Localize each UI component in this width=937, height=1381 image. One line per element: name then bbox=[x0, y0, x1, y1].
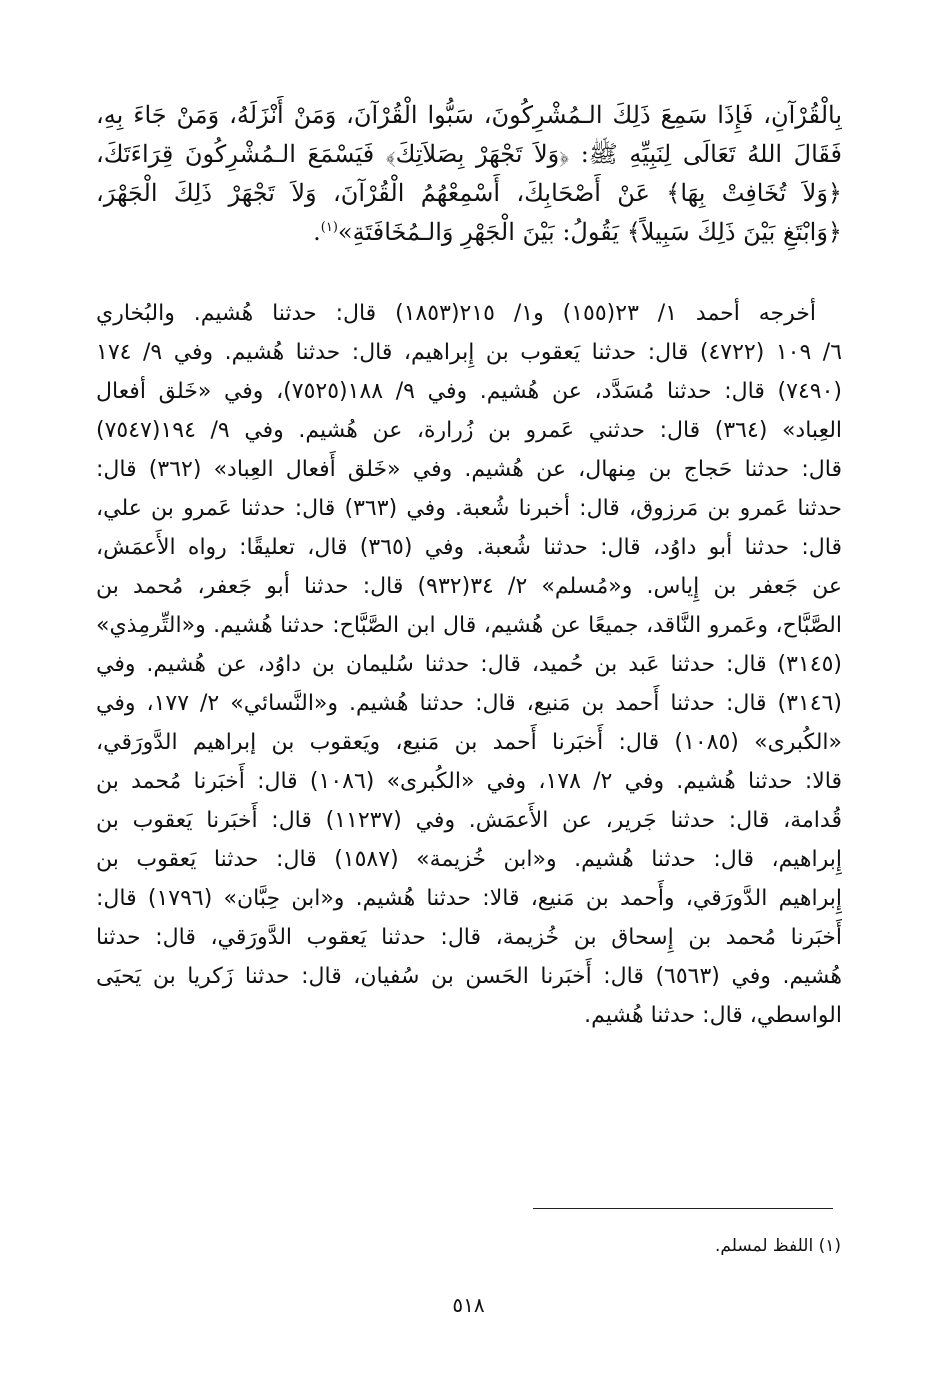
hadith-line: فَقَالَ اللهُ تَعَالَى لِنَبِيِّهِ ﷺ: ﴿وَلاَ تَجْهَرْ بِصَلاَتِكَ﴾ فَيَسْمَعَ الـمُشْرِكُونَ قِرَاءَتَكَ، bbox=[96, 140, 842, 168]
takhrij-line: قال: حدثنا أبو داوُد، قال: حدثنا شُعبة. وفي (٣٦٥) قال، تعليقًا: رواه الأَعمَش، bbox=[96, 535, 842, 560]
takhrij-line: الواسطي، قال: حدثنا هُشيم. bbox=[584, 1003, 842, 1028]
page-number: ٥١٨ bbox=[452, 1293, 485, 1317]
hadith-text bbox=[96, 96, 842, 252]
hadith-line-text: ﴿وَابْتَغِ بَيْنَ ذَلِكَ سَبِيلاً﴾ يَقُولُ: بَيْنَ الْجَهْرِ وَالـمُخَافَتَةِ» bbox=[337, 218, 842, 246]
takhrij-line: قالا: حدثنا هُشيم. وفي ٢/ ١٧٨، وفي «الكُبرى» (١٠٨٦) قال: أَخبَرنا مُحمد بن bbox=[96, 769, 842, 794]
takhrij-line: حدثنا عَمرو بن مَرزوق، قال: أخبرنا شُعبة. وفي (٣٦٣) قال: حدثنا عَمرو بن علي، bbox=[96, 496, 842, 521]
takhrij-line: إِبراهيم، قال: حدثنا هُشيم. و«ابن خُزيمة» (١٥٨٧) قال: حدثنا يَعقوب بن bbox=[96, 847, 842, 872]
takhrij-line: أَخبَرنا مُحمد بن إِسحاق بن خُزيمة، قال: حدثنا يَعقوب الدَّورَقي، قال: حدثنا bbox=[96, 925, 842, 950]
footnote-divider bbox=[533, 1208, 833, 1209]
takhrij-line: عن جَعفر بن إِياس. و«مُسلم» ٢/ ٣٤(٩٣٢) قال: حدثنا أبو جَعفر، مُحمد بن bbox=[96, 574, 842, 599]
takhrij-line: هُشيم. وفي (٦٥٦٣) قال: أَخبَرنا الحَسن بن سُفيان، قال: حدثنا زَكريا بن يَحيَى bbox=[96, 964, 842, 989]
takhrij-line: الصَّبَّاح، وعَمرو النَّاقد، جميعًا عن هُشيم، قال ابن الصَّبَّاح: حدثنا هُشيم. و«التِّرمِذي» bbox=[96, 613, 842, 638]
takhrij-line: إِبراهيم الدَّورَقي، وأَحمد بن مَنيع، قالا: حدثنا هُشيم. و«ابن حِبَّان» (١٧٩٦) قال: bbox=[96, 886, 842, 911]
takhrij-line: أخرجه أحمد ١/ ٢٣(١٥٥) و١/ ٢١٥(١٨٥٣) قال: حدثنا هُشيم. والبُخاري bbox=[96, 301, 816, 326]
hadith-line: بِالْقُرْآنِ، فَإِذَا سَمِعَ ذَلِكَ الـمُشْرِكُونَ، سَبُّوا الْقُرْآنَ، وَمَنْ أَنْزَلَهُ، وَمَنْ جَاءَ بِهِ، bbox=[96, 101, 842, 129]
takhrij-line: (٣١٤٥) قال: حدثنا عَبد بن حُميد، قال: حدثنا سُليمان بن داوُد، عن هُشيم. وفي bbox=[96, 652, 842, 677]
hadith-line: ﴿وَلاَ تُخَافِتْ بِهَا﴾ عَنْ أَصْحَابِكَ، أَسْمِعْهُمُ الْقُرْآنَ، وَلاَ تَجْهَرْ ذَلِكَ الْجَهْرَ، bbox=[96, 179, 842, 207]
footnote-reference[interactable]: (١) bbox=[320, 220, 338, 235]
takhrij-line: قُدامة، قال: حدثنا جَرير، عن الأَعمَش. وفي (١١٢٣٧) قال: أَخبَرنا يَعقوب بن bbox=[96, 808, 842, 833]
hadith-line: ﴿وَابْتَغِ بَيْنَ ذَلِكَ سَبِيلاً﴾ يَقُولُ: بَيْنَ الْجَهْرِ وَالـمُخَافَتَةِ»$^{(١)}$. bbox=[313, 218, 842, 246]
takhrij-paragraph bbox=[96, 294, 842, 1035]
takhrij-line: (٣١٤٦) قال: حدثنا أَحمد بن مَنيع، قال: حدثنا هُشيم. و«النَّسائي» ٢/ ١٧٧، وفي bbox=[96, 691, 842, 716]
takhrij-line: «الكُبرى» (١٠٨٥) قال: أَخبَرنا أَحمد بن مَنيع، ويَعقوب بن إبراهيم الدَّورَقي، bbox=[96, 730, 842, 755]
takhrij-line: (٧٤٩٠) قال: حدثنا مُسَدَّد، عن هُشيم. وفي ٩/ ١٨٨(٧٥٢٥)، وفي «خَلق أفعال bbox=[96, 379, 842, 404]
takhrij-line: قال: حدثنا حَجاج بن مِنهال، عن هُشيم. وفي «خَلق أَفعال العِباد» (٣٦٢) قال: bbox=[96, 457, 842, 482]
takhrij-line: ٦/ ١٠٩ (٤٧٢٢) قال: حدثنا يَعقوب بن إِبراهيم، قال: حدثنا هُشيم. وفي ٩/ ١٧٤ bbox=[96, 340, 842, 365]
takhrij-line: العِباد» (٣٦٤) قال: حدثني عَمرو بن زُرارة، عن هُشيم. وفي ٩/ ١٩٤(٧٥٤٧) bbox=[96, 418, 842, 443]
footnote: (١) اللفظ لمسلم. bbox=[714, 1236, 841, 1256]
